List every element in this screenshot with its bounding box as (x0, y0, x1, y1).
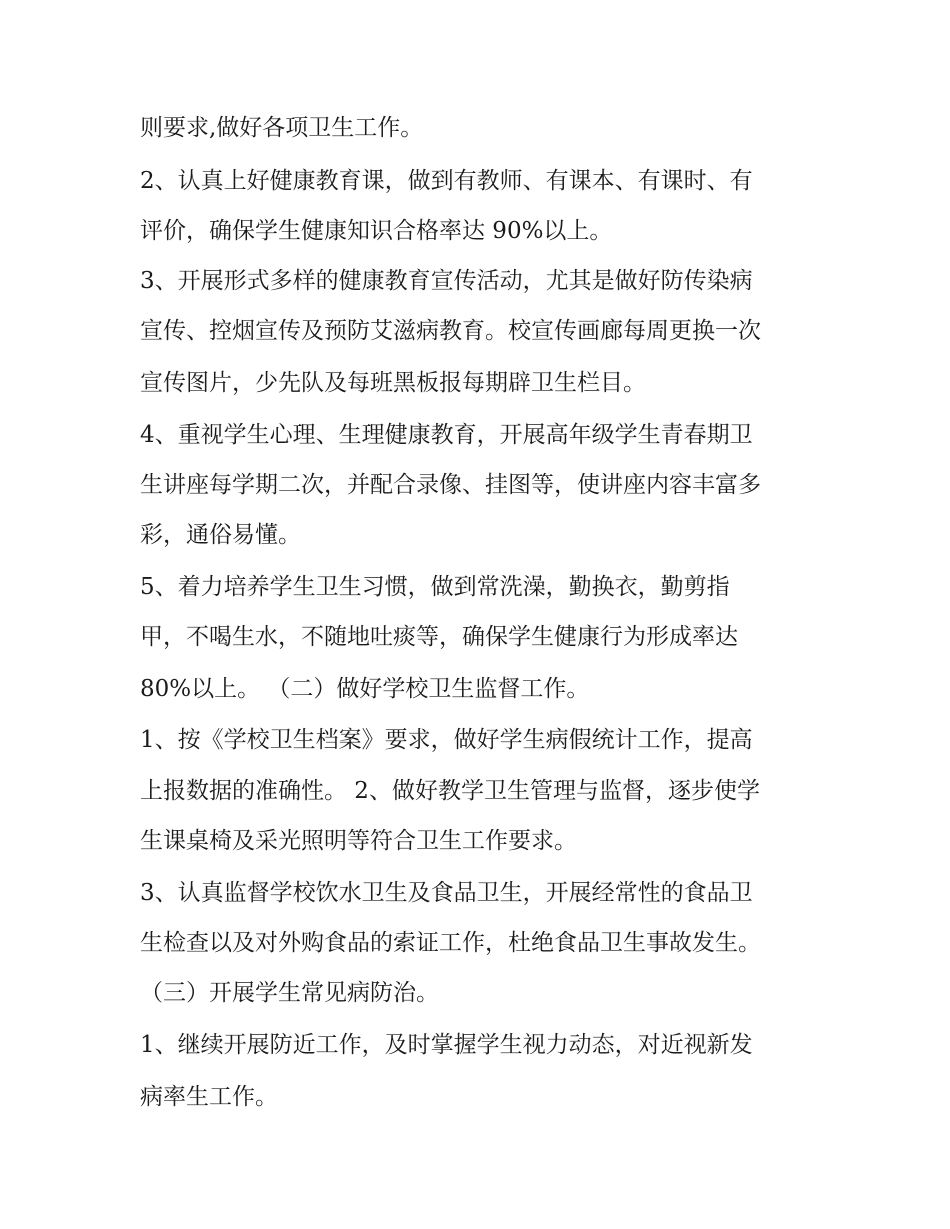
text-line: 评价，确保学生健康知识合格率达 90%以上。 (140, 218, 613, 244)
text-line: 3、开展形式多样的健康教育宣传活动，尤其是做好防传染病 (140, 268, 753, 294)
text-line: 5、着力培养学生卫生习惯，做到常洗澡，勤换衣，勤剪指 (140, 574, 730, 600)
text-line: 病率生工作。 (140, 1084, 278, 1110)
text-line: 生讲座每学期二次，并配合录像、挂图等，使讲座内容丰富多 (140, 472, 761, 498)
text-line: 彩，通俗易懂。 (140, 522, 301, 548)
text-line: 宣传、控烟宣传及预防艾滋病教育。校宣传画廊每周更换一次 (140, 318, 761, 344)
text-line: 则要求,做好各项卫生工作。 (140, 115, 424, 141)
text-line: 生课桌椅及采光照明等符合卫生工作要求。 (140, 828, 577, 854)
text-line: 上报数据的准确性。 2、做好教学卫生管理与监督，逐步使学 (140, 778, 760, 804)
text-line: 宣传图片，少先队及每班黑板报每期辟卫生栏目。 (140, 370, 646, 396)
text-line: 1、按《学校卫生档案》要求，做好学生病假统计工作，提高 (140, 727, 753, 753)
text-line: 甲，不喝生水，不随地吐痰等，确保学生健康行为形成率达 (140, 624, 738, 650)
text-line: 生检查以及对外购食品的索证工作，杜绝食品卫生事故发生。 (140, 930, 761, 956)
text-line: 4、重视学生心理、生理健康教育，开展高年级学生青春期卫 (140, 422, 753, 448)
text-line: 3、认真监督学校饮水卫生及食品卫生，开展经常性的食品卫 (140, 880, 753, 906)
text-line: 2、认真上好健康教育课，做到有教师、有课本、有课时、有 (140, 168, 753, 194)
text-line: 1、继续开展防近工作，及时掌握学生视力动态，对近视新发 (140, 1032, 753, 1058)
text-line: 80%以上。 （二）做好学校卫生监督工作。 (140, 676, 590, 702)
text-line: （三）开展学生常见病防治。 (140, 980, 439, 1006)
